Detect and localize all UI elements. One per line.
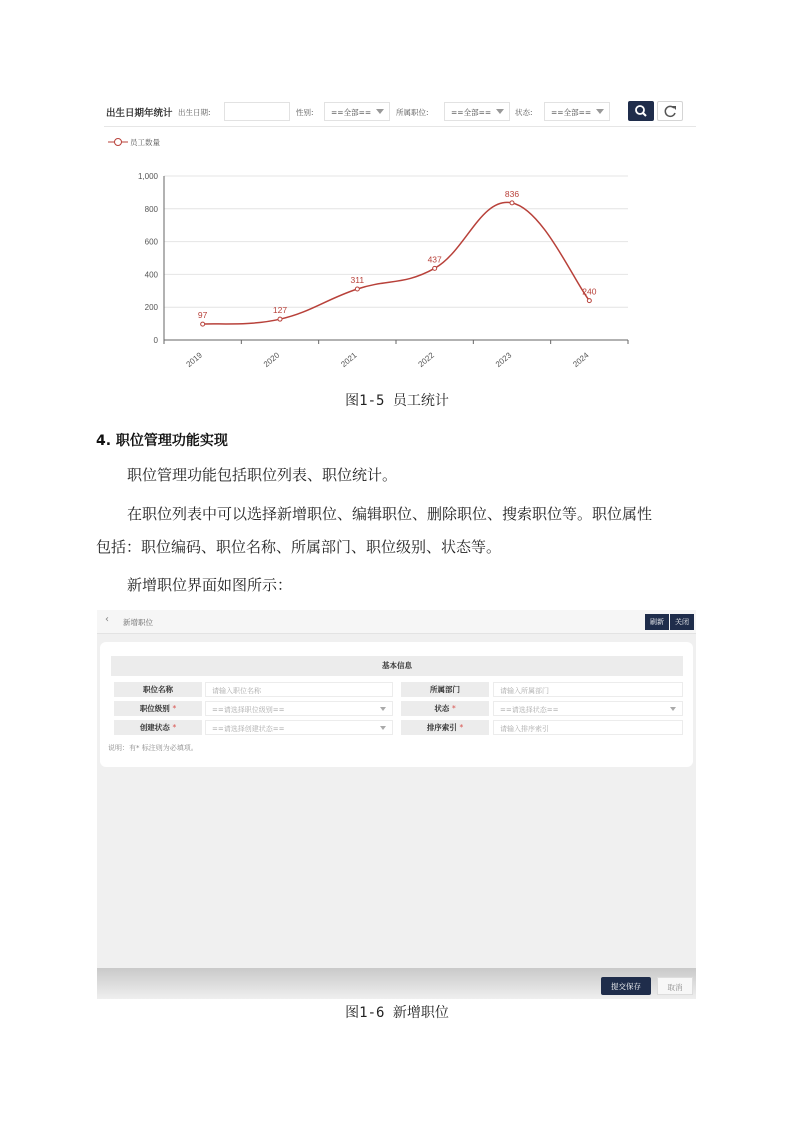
employee-line-chart — [100, 160, 660, 370]
data-point — [278, 317, 282, 321]
birth-date-label: 出生日期: — [178, 108, 211, 117]
create-status-select[interactable]: ==请选择创建状态== — [205, 720, 393, 735]
refresh-icon — [658, 102, 682, 120]
status-select[interactable]: ==全部== — [544, 102, 610, 121]
x-tick-label: 2020 — [261, 350, 282, 369]
add-position-screenshot — [97, 610, 696, 999]
position-name-label: 职位名称 — [114, 682, 202, 697]
legend-label: 员工数量 — [130, 138, 160, 147]
status-label: 状态 * — [401, 701, 489, 716]
y-tick-label: 600 — [144, 237, 158, 247]
data-point — [201, 322, 205, 326]
data-label: 240 — [582, 286, 597, 297]
position-select[interactable]: ==全部== — [444, 102, 510, 121]
chevron-down-icon — [496, 109, 504, 114]
gender-label: 性别: — [296, 108, 314, 117]
data-point — [510, 201, 514, 205]
status-select[interactable]: ==请选择状态== — [493, 701, 683, 716]
data-point — [587, 299, 591, 303]
section-title: 基本信息 — [111, 656, 683, 676]
y-tick-label: 0 — [153, 336, 158, 345]
position-level-label: 职位级别 * — [114, 701, 202, 716]
paragraph-3: 新增职位界面如图所示： — [127, 576, 293, 594]
y-tick-label: 400 — [144, 270, 158, 280]
chevron-down-icon — [380, 726, 386, 730]
stats-filter-bar — [104, 100, 696, 126]
x-tick-label: 2021 — [339, 350, 359, 369]
close-button[interactable]: 关闭 — [670, 614, 694, 630]
paragraph-2-line-2: 包括：职位编码、职位名称、所属部门、职位级别、状态等。 — [96, 538, 502, 556]
position-name-input[interactable]: 请输入职位名称 — [205, 682, 393, 697]
data-point — [433, 266, 437, 270]
divider — [104, 126, 696, 127]
data-label: 127 — [272, 305, 288, 316]
figure-caption-1-6: 图1-6 新增职位 — [345, 1005, 449, 1021]
sort-index-label: 排序索引 * — [401, 720, 489, 735]
birth-date-input[interactable] — [224, 102, 290, 121]
stats-title: 出生日期年统计 — [106, 108, 173, 119]
chevron-down-icon — [380, 707, 386, 711]
search-button[interactable] — [628, 101, 654, 121]
figure-caption-1-5: 图1-5 员工统计 — [345, 393, 449, 409]
refresh-button[interactable]: 刷新 — [645, 614, 669, 630]
search-icon — [628, 101, 654, 121]
back-icon[interactable]: ‹ — [105, 614, 109, 625]
y-tick-label: 800 — [144, 204, 158, 214]
x-tick-label: 2024 — [571, 350, 591, 369]
section-heading: 4. 职位管理功能实现 — [96, 433, 228, 449]
create-status-label: 创建状态 * — [114, 720, 202, 735]
department-input[interactable]: 请输入所属部门 — [493, 682, 683, 697]
paragraph-1: 职位管理功能包括职位列表、职位统计。 — [127, 466, 398, 484]
sort-index-input[interactable]: 请输入排序索引 — [493, 720, 683, 735]
data-point — [355, 287, 359, 291]
status-label: 状态: — [515, 108, 533, 117]
page-title: 新增职位 — [123, 618, 153, 627]
form-card — [100, 642, 693, 767]
data-label: 311 — [350, 274, 365, 285]
position-level-select[interactable]: ==请选择职位级别== — [205, 701, 393, 716]
cancel-button[interactable]: 取消 — [657, 977, 693, 995]
refresh-button[interactable] — [657, 101, 683, 121]
submit-save-button[interactable]: 提交保存 — [601, 977, 651, 995]
x-tick-label: 2019 — [184, 350, 204, 369]
chevron-down-icon — [376, 109, 384, 114]
data-label: 836 — [504, 188, 520, 199]
paragraph-2-line-1: 在职位列表中可以选择新增职位、编辑职位、删除职位、搜索职位等。职位属性 — [127, 505, 653, 523]
series-line — [203, 202, 590, 324]
data-label: 437 — [427, 254, 442, 265]
gender-select[interactable]: ==全部== — [324, 102, 390, 121]
legend-line-icon — [108, 136, 128, 148]
y-tick-label: 1,000 — [137, 172, 158, 181]
page-header — [97, 610, 696, 634]
required-note: 说明：有* 标注则为必填项。 — [108, 744, 198, 752]
data-label: 97 — [197, 310, 208, 321]
chevron-down-icon — [670, 707, 676, 711]
y-tick-label: 200 — [144, 303, 158, 313]
position-label: 所属职位: — [396, 108, 429, 117]
x-tick-label: 2022 — [416, 350, 436, 369]
x-tick-label: 2023 — [493, 350, 514, 369]
department-label: 所属部门 — [401, 682, 489, 697]
chevron-down-icon — [596, 109, 604, 114]
